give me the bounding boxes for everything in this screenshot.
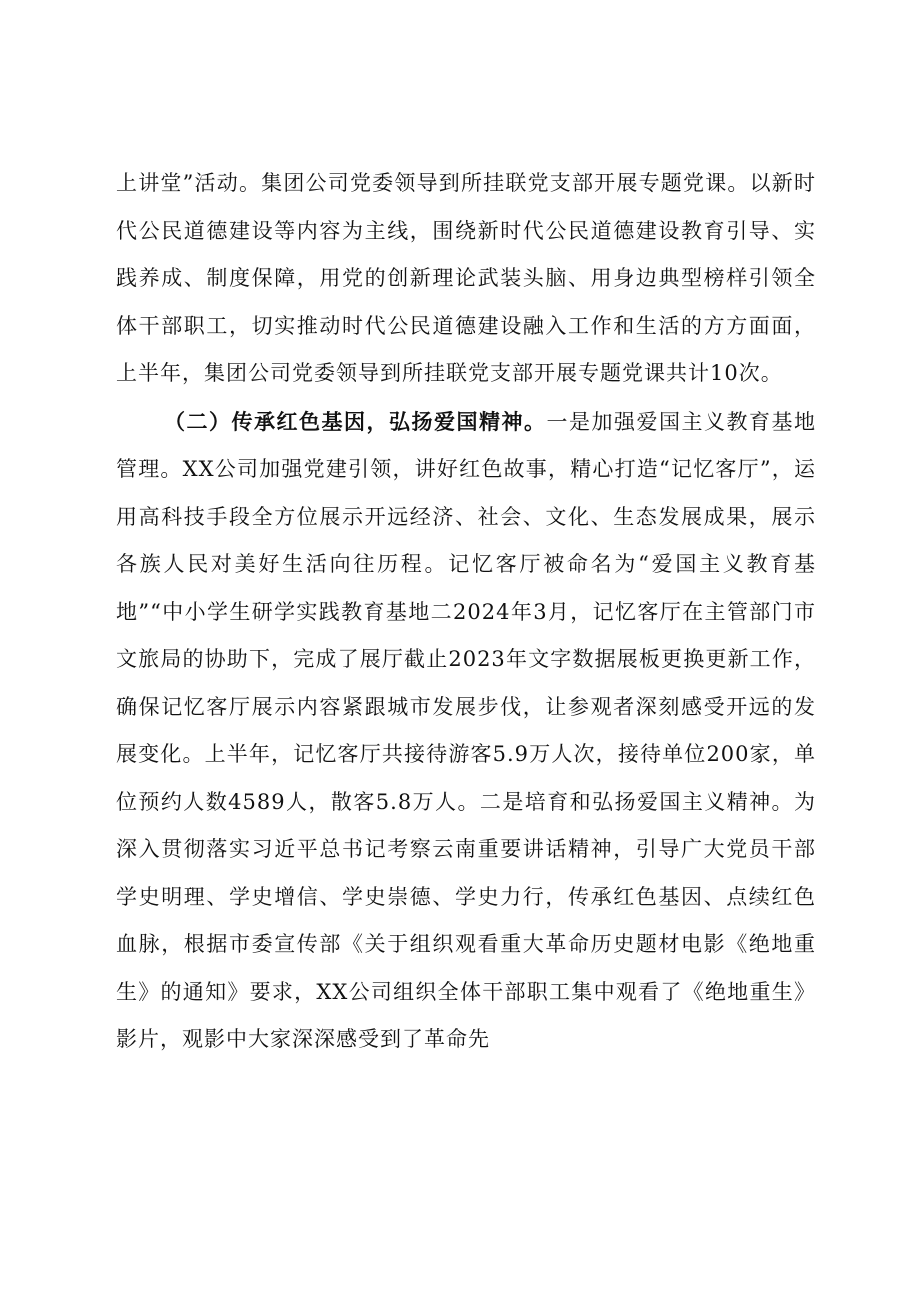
section-heading: （二）传承红色基因，弘扬爱国精神。 [164, 408, 547, 434]
document-body [116, 160, 816, 1064]
paragraph-continuation: 上讲堂”活动。集团公司党委领导到所挂联党支部开展专题党课。以新时代公民道德建设等内容为主线，围绕新时代公民道德建设教育引导、实践养成、制度保障，用党的创新理论武装头脑、用身边典型榜样引领全体干部职工，切实推动时代公民道德建设融入工作和生活的方方面面，上半年，集团公司党委领导到所挂联党支部开展专题党课共计10次。 [116, 171, 816, 385]
section-body-text: 一是加强爱国主义教育基地管理。XX公司加强党建引领，讲好红色故事，精心打造“记忆客厅”，运用高科技手段全方位展示开远经济、社会、文化、生态发展成果，展示各族人民对美好生活向往历程。记忆客厅被命名为“爱国主义教育基地”“中小学生研学实践教育基地二2024年3月，记忆客厅在主管部门市文旅局的协助下，完成了展厅截止2023年文字数据展板更换更新工作，确保记忆客厅展示内容紧跟城市发展步伐，让参观者深刻感受开远的发展变化。上半年，记忆客厅共接待游客5.9万人次，接待单位200家，单位预约人数4589人，散客5.8万人。二是培育和弘扬爱国主义精神。为深入贯彻落实习近平总书记考察云南重要讲话精神，引导广大党员干部学史明理、学史增信、学史崇德、学史力行，传承红色基因、点续红色血脉，根据市委宣传部《关于组织观看重大革命历史题材电影《绝地重生》的通知》要求，XX公司组织全体干部职工集中观看了《绝地重生》影片，观影中大家深深感受到了革命先 [116, 409, 816, 1051]
paragraph-section-two [116, 398, 816, 1064]
